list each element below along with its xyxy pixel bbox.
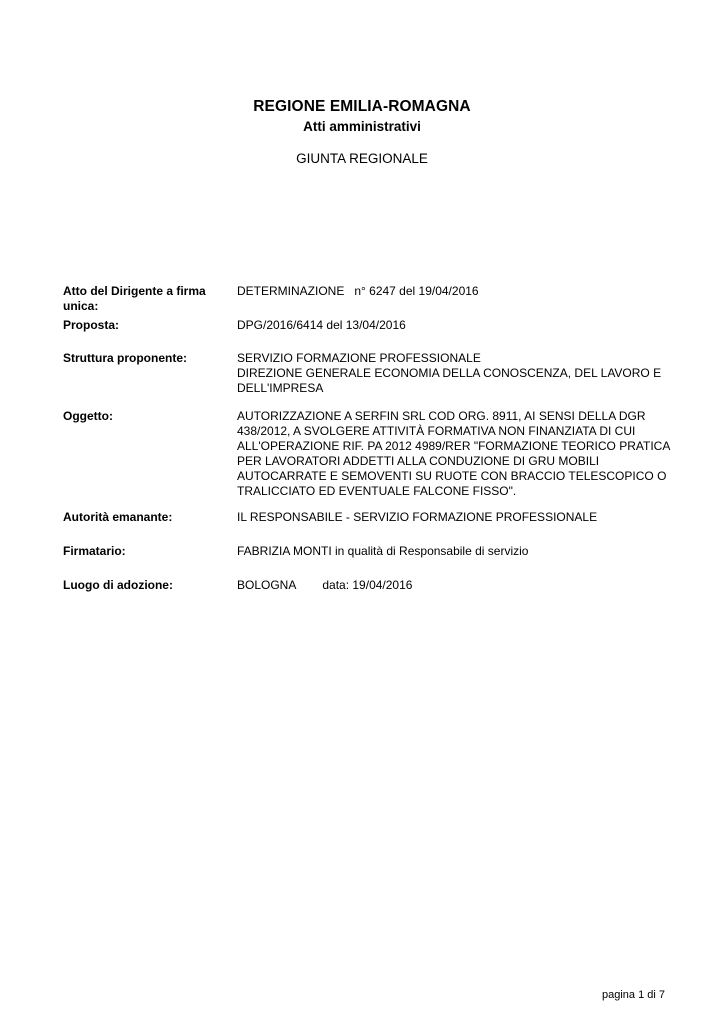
atto-type: DETERMINAZIONE: [237, 284, 345, 298]
field-struttura-value: [237, 351, 687, 396]
field-luogo-value: [237, 578, 687, 593]
field-firmatario-value: FABRIZIA MONTI in qualità di Responsabile di servizio: [237, 544, 529, 558]
struttura-line1: SERVIZIO FORMAZIONE PROFESSIONALE: [237, 351, 481, 365]
field-autorita-label: Autorità emanante:: [63, 510, 173, 524]
field-oggetto-value: AUTORIZZAZIONE A SERFIN SRL COD ORG. 8911, AI SENSI DELLA DGR 438/2012, A SVOLGERE ATTIVITÀ FORMATIVA NON FINANZIATA DI CUI ALL'OPERAZIONE RIF. PA 2012 4989/RER "FORMAZIONE TEORICO PRATICA PER LAVORATORI ADDETTI ALLA CONDUZIONE DI GRU MOBILI AUTOCARRATE E SEMOVENTI SU RUOTE CON BRACCIO TELESCOPICO O TRALICCIATO ED EVENTUALE FALCONE FISSO".: [237, 409, 670, 498]
field-autorita-value: IL RESPONSABILE - SERVIZIO FORMAZIONE PROFESSIONALE: [237, 510, 598, 524]
field-proposta-label: Proposta:: [63, 318, 120, 332]
field-luogo-label: Luogo di adozione:: [63, 578, 173, 592]
struttura-line2: DIREZIONE GENERALE ECONOMIA DELLA CONOSCENZA, DEL LAVORO E DELL'IMPRESA: [237, 366, 662, 395]
page-number: pagina 1 di 7: [602, 989, 665, 1001]
field-atto-label: Atto del Dirigente a firma unica:: [63, 284, 206, 313]
atto-number: n° 6247 del 19/04/2016: [354, 284, 479, 298]
body-name: GIUNTA REGIONALE: [296, 151, 428, 166]
luogo-city: BOLOGNA: [237, 578, 297, 592]
field-oggetto-label: Oggetto:: [63, 409, 113, 423]
luogo-date: data: 19/04/2016: [322, 578, 413, 592]
document-subtitle: Atti amministrativi: [303, 119, 421, 134]
field-proposta-value: DPG/2016/6414 del 13/04/2016: [237, 318, 406, 332]
field-atto-value: [237, 284, 687, 299]
region-title: REGIONE EMILIA-ROMAGNA: [253, 98, 471, 115]
field-firmatario-label: Firmatario:: [63, 544, 126, 558]
field-struttura-label: Struttura proponente:: [63, 351, 187, 365]
